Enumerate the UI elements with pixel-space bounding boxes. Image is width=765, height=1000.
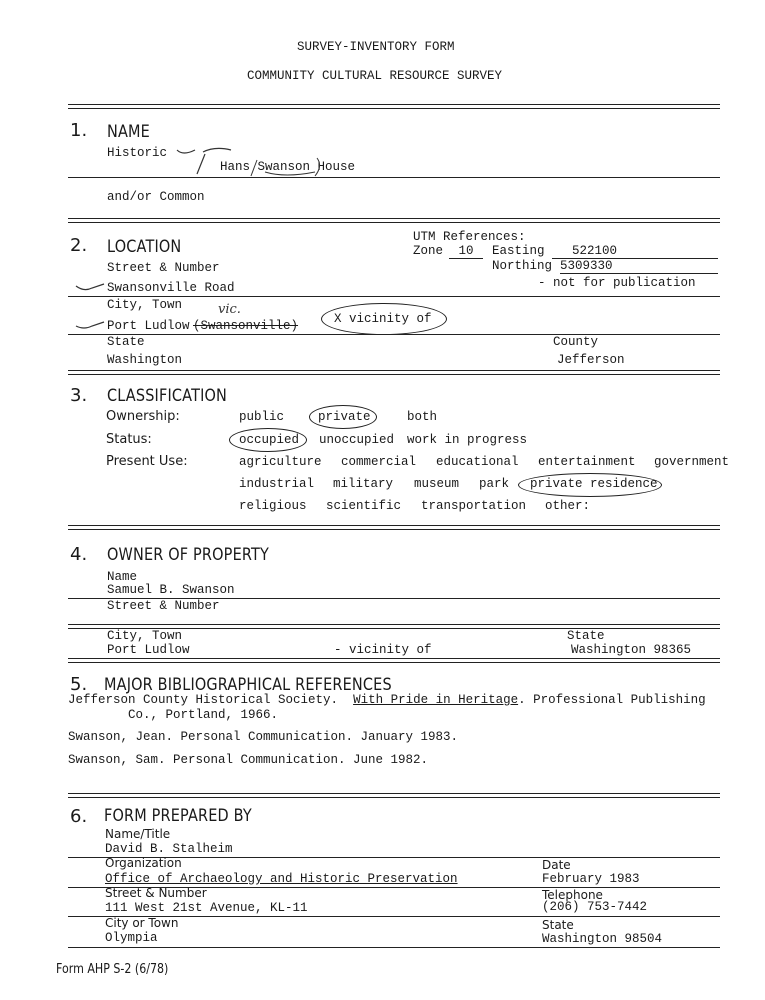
owner-name-label: Name — [107, 570, 138, 584]
use-government: government — [654, 455, 730, 469]
city-value: Port Ludlow — [107, 319, 190, 333]
utm-label: UTM References: — [413, 230, 526, 244]
owner-city-value: Port Ludlow — [107, 643, 190, 657]
zone-label: Zone — [413, 244, 444, 258]
section-3-title: CLASSIFICATION — [107, 386, 228, 406]
divider — [68, 177, 720, 178]
preparer-city-value: Olympia — [105, 931, 158, 945]
ownership-label: Ownership: — [106, 409, 180, 424]
divider — [68, 947, 720, 948]
use-private-residence: private residence — [530, 477, 658, 491]
status-occupied: occupied — [239, 433, 300, 447]
reference-2: Swanson, Jean. Personal Communication. January 1983. — [68, 730, 459, 744]
telephone-label: Telephone — [542, 888, 603, 902]
section-5-title: MAJOR BIBLIOGRAPHICAL REFERENCES — [104, 675, 392, 695]
divider — [68, 334, 720, 335]
ownership-private: private — [318, 410, 371, 424]
common-label: and/or Common — [107, 190, 205, 204]
use-other: other: — [545, 499, 591, 513]
section-4-title: OWNER OF PROPERTY — [107, 545, 270, 565]
owner-vicinity: - vicinity of — [334, 643, 432, 657]
street-label: Street & Number — [107, 261, 220, 275]
owner-name-value: Samuel B. Swanson — [107, 583, 235, 597]
section-3-number: 3. — [70, 385, 88, 406]
handwritten-marks — [175, 144, 355, 184]
vicinity-text: X vicinity of — [334, 312, 432, 326]
owner-street-label: Street & Number — [107, 599, 220, 613]
section-1-title: NAME — [107, 122, 150, 142]
use-museum: museum — [414, 477, 460, 491]
use-transportation: transportation — [421, 499, 527, 513]
preparer-name-label: Name/Title — [105, 827, 171, 841]
easting-value: 522100 — [552, 244, 718, 259]
status-work-in-progress: work in progress — [407, 433, 528, 447]
section-1-number: 1. — [70, 120, 88, 141]
historic-label: Historic — [107, 146, 168, 160]
preparer-state-value: Washington 98504 — [542, 932, 663, 946]
state-label: State — [107, 335, 145, 349]
section-2-number: 2. — [70, 235, 88, 256]
reference-1-author: Jefferson County Historical Society. — [68, 693, 339, 707]
use-agriculture: agriculture — [239, 455, 322, 469]
check-mark — [74, 320, 108, 334]
street-value: Swansonville Road — [107, 281, 235, 295]
use-commercial: commercial — [341, 455, 417, 469]
ownership-both: both — [407, 410, 438, 424]
owner-city-label: City, Town — [107, 629, 183, 643]
use-military: military — [333, 477, 394, 491]
organization-label: Organization — [105, 856, 182, 870]
organization-value: Office of Archaeology and Historic Preservation — [105, 872, 458, 886]
not-for-publication: - not for publication — [538, 276, 696, 290]
status-unoccupied: unoccupied — [319, 433, 395, 447]
divider — [68, 370, 720, 375]
use-industrial: industrial — [239, 477, 315, 491]
use-park: park — [479, 477, 510, 491]
divider — [68, 218, 720, 223]
section-6-title: FORM PREPARED BY — [104, 806, 252, 826]
owner-state-label: State — [567, 629, 605, 643]
date-label: Date — [542, 858, 571, 872]
state-value: Washington — [107, 353, 183, 367]
divider — [68, 525, 720, 530]
city-struck-value: (Swansonville) — [193, 319, 299, 333]
check-mark — [74, 282, 108, 296]
preparer-city-label: City or Town — [105, 916, 179, 930]
reference-1-continued: Co., Portland, 1966. — [128, 708, 279, 722]
present-use-label: Present Use: — [106, 454, 188, 469]
divider — [68, 104, 720, 109]
historic-value: Hans Swanson House — [220, 160, 356, 174]
section-6-number: 6. — [70, 806, 88, 827]
preparer-street-label: Street & Number — [105, 886, 207, 900]
divider — [68, 296, 720, 297]
reference-1 — [68, 693, 706, 707]
reference-3: Swanson, Sam. Personal Communication. June 1982. — [68, 753, 429, 767]
reference-1-book-title: With Pride in Heritage — [353, 693, 519, 707]
section-2-title: LOCATION — [107, 237, 182, 257]
preparer-street-value: 111 West 21st Avenue, KL-11 — [105, 901, 308, 915]
northing-label: Northing — [492, 259, 553, 273]
easting-label: Easting — [492, 244, 545, 258]
county-value: Jefferson — [557, 353, 625, 367]
handwritten-vic-note: vic. — [218, 302, 241, 317]
telephone-value: (206) 753-7442 — [542, 900, 648, 914]
section-5-number: 5. — [70, 674, 88, 695]
divider — [68, 658, 720, 663]
use-scientific: scientific — [326, 499, 402, 513]
form-number-footer: Form AHP S-2 (6/78) — [56, 962, 169, 977]
use-entertainment: entertainment — [538, 455, 636, 469]
preparer-name-value: David B. Stalheim — [105, 842, 233, 856]
ownership-public: public — [239, 410, 285, 424]
county-label: County — [553, 335, 599, 349]
owner-state-value: Washington 98365 — [571, 643, 692, 657]
date-value: February 1983 — [542, 872, 640, 886]
use-educational: educational — [436, 455, 519, 469]
status-label: Status: — [106, 432, 152, 447]
section-4-number: 4. — [70, 544, 88, 565]
use-religious: religious — [239, 499, 307, 513]
northing-value: 5309330 — [560, 259, 718, 274]
zone-value: 10 — [449, 244, 483, 259]
city-label: City, Town — [107, 298, 183, 312]
reference-1-publisher: . Professional Publishing — [518, 693, 706, 707]
divider — [68, 793, 720, 798]
form-title: SURVEY-INVENTORY FORM — [297, 40, 455, 54]
preparer-state-label: State — [542, 918, 574, 932]
form-subtitle: COMMUNITY CULTURAL RESOURCE SURVEY — [247, 69, 503, 83]
